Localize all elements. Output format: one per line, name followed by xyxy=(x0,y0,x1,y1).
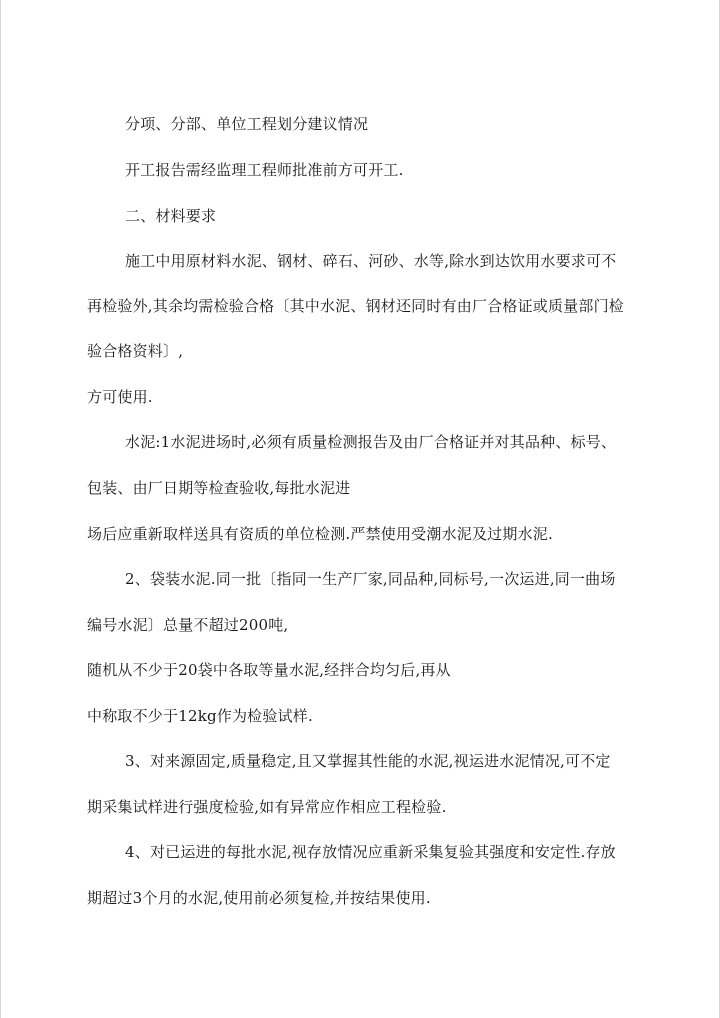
text-line-15: 3、对来源固定,质量稳定,且又掌握其性能的水泥,视运进水泥情况,可不定 xyxy=(125,752,611,770)
text-line-6: 验合格资料〕, xyxy=(87,342,184,360)
text-line-2: 开工报告需经监理工程师批准前方可开工. xyxy=(125,161,404,179)
text-line-9: 包装、由厂日期等检查验收,每批水泥进 xyxy=(87,479,351,497)
section-heading-materials: 二、材料要求 xyxy=(125,207,217,225)
text-line-10: 场后应重新取样送具有资质的单位检测.严禁使用受潮水泥及过期水泥. xyxy=(87,525,553,543)
text-line-12: 编号水泥〕总量不超过200吨, xyxy=(87,616,289,634)
text-line-1: 分项、分部、单位工程划分建议情况 xyxy=(125,115,369,133)
text-line-11: 2、袋装水泥.同一批〔指同一生产厂家,同品种,同标号,一次运进,同一曲场 xyxy=(125,570,616,588)
text-line-7: 方可使用. xyxy=(87,388,153,406)
text-line-4: 施工中用原材料水泥、钢材、碎石、河砂、水等,除水到达饮用水要求可不 xyxy=(125,252,617,270)
text-line-8: 水泥:1水泥进场时,必须有质量检测报告及由厂合格证并对其品种、标号、 xyxy=(125,433,617,451)
text-line-17: 4、对已运进的每批水泥,视存放情况应重新采集复验其强度和安定性.存放 xyxy=(125,843,616,861)
text-line-5: 再检验外,其余均需检验合格〔其中水泥、钢材还同时有由厂合格证或质量部门检 xyxy=(87,297,624,315)
text-line-14: 中称取不少于12kg作为检验试样. xyxy=(87,707,313,725)
text-line-16: 期采集试样进行强度检验,如有异常应作相应工程检验. xyxy=(87,798,447,816)
text-line-18: 期超过3个月的水泥,使用前必须复检,并按结果使用. xyxy=(87,889,431,907)
text-line-13: 随机从不少于20袋中各取等量水泥,经拌合均匀后,再从 xyxy=(87,661,451,679)
